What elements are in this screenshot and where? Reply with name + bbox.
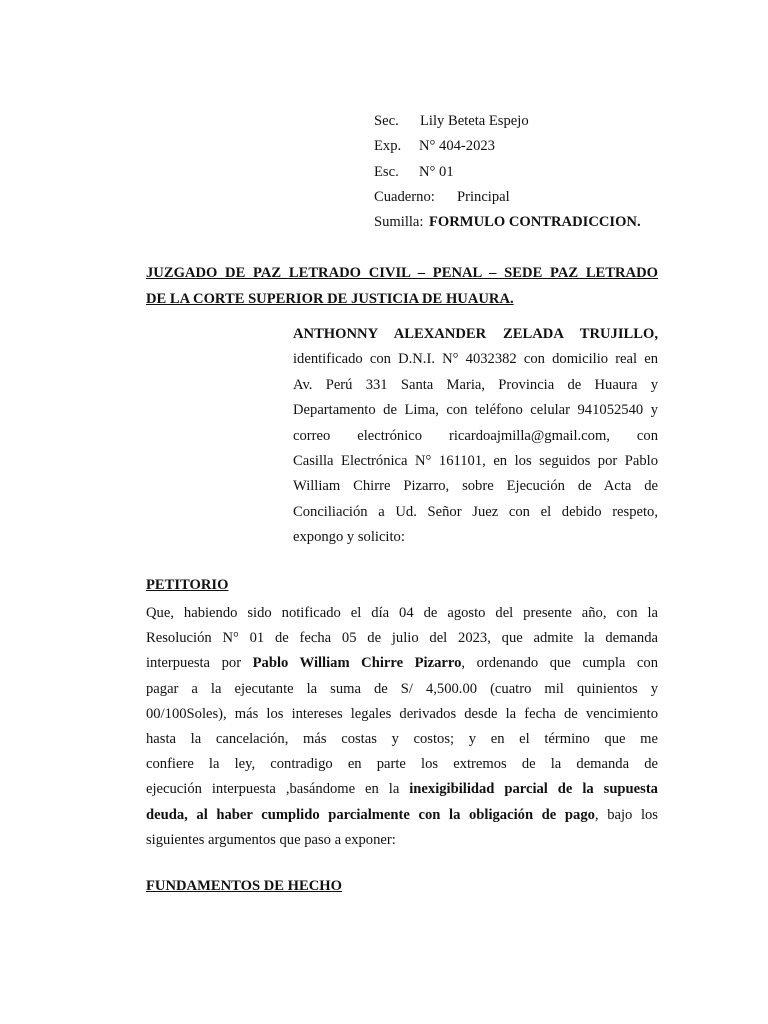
party-line: correo electrónico ricardoajmilla@gmail.com, con [293,427,658,444]
party-line: identificado con D.N.I. N° 4032382 con domicilio real en [293,351,658,368]
petitorio-line: 00/100Soles), más los intereses legales derivados desde la fecha de vencimiento [146,705,658,722]
petitorio-line [146,777,658,802]
party-name: ANTHONNY ALEXANDER ZELADA TRUJILLO, [293,326,658,342]
petitorio-text: ejecución interpuesta ,basándome en la [146,781,410,798]
sec-value: Lily Beteta Espejo [420,113,529,129]
petitorio-line: Resolución N° 01 de fecha 05 de julio del 2023, que admite la demanda [146,630,658,647]
court-addressee [146,261,658,312]
sec-label: Sec. [374,113,399,129]
petitorio-line: siguientes argumentos que paso a exponer: [146,831,396,848]
petitorio-text: interpuesta por [146,655,253,672]
sumilla-label: Sumilla: [374,214,424,231]
cuaderno-label: Cuaderno: [374,188,435,205]
case-header [374,109,641,235]
petitorio-line: pagar a la ejecutante la suma de S/ 4,500.00 (cuatro mil quinientos y [146,680,658,697]
petitorio-line [146,803,658,828]
party-line: Casilla Electrónica N° 161101, en los seguidos por Pablo [293,453,658,470]
petitorio-line: hasta la cancelación, más costas y costos; y en el término que me [146,731,658,748]
header-esc [374,160,641,185]
emphasis-text: inexigibilidad parcial de la supuesta [409,781,658,798]
petitorio-body [146,601,658,853]
exp-value: N° 404-2023 [419,138,495,155]
court-line-2: DE LA CORTE SUPERIOR DE JUSTICIA DE HUAURA. [146,290,514,307]
court-line-1: JUZGADO DE PAZ LETRADO CIVIL – PENAL – SEDE PAZ LETRADO [146,265,658,281]
header-exp [374,134,641,159]
petitorio-line: confiere la ley, contradigo en parte los extremos de la demanda de [146,756,658,773]
petitorio-text: , ordenando que cumpla con [461,655,658,672]
esc-label: Esc. [374,163,399,180]
header-cuaderno [374,185,641,210]
header-sumilla [374,210,641,235]
exp-label: Exp. [374,138,402,155]
party-line: William Chirre Pizarro, sobre Ejecución de Acta de [293,478,658,495]
party-line: Departamento de Lima, con teléfono celular 941052540 y [293,402,658,419]
party-introduction [293,322,658,551]
fundamentos-heading: FUNDAMENTOS DE HECHO [146,878,342,894]
sumilla-value: FORMULO CONTRADICCION. [429,214,641,231]
plaintiff-name: Pablo William Chirre Pizarro [252,655,462,672]
emphasis-text: deuda, al haber cumplido parcialmente con la obligación de pago [146,806,595,823]
esc-value: N° 01 [419,163,454,180]
header-sec [374,109,641,134]
cuaderno-value: Principal [457,188,510,205]
party-line: Av. Perú 331 Santa Maria, Provincia de Huaura y [293,376,658,393]
petitorio-line: Que, habiendo sido notificado el día 04 de agosto del presente año, con la [146,605,658,621]
petitorio-line [146,651,658,676]
party-line: expongo y solicito: [293,529,405,546]
petitorio-text: , bajo los [594,806,658,823]
party-line: Conciliación a Ud. Señor Juez con el debido respeto, [293,503,658,520]
petitorio-heading: PETITORIO [146,577,229,593]
